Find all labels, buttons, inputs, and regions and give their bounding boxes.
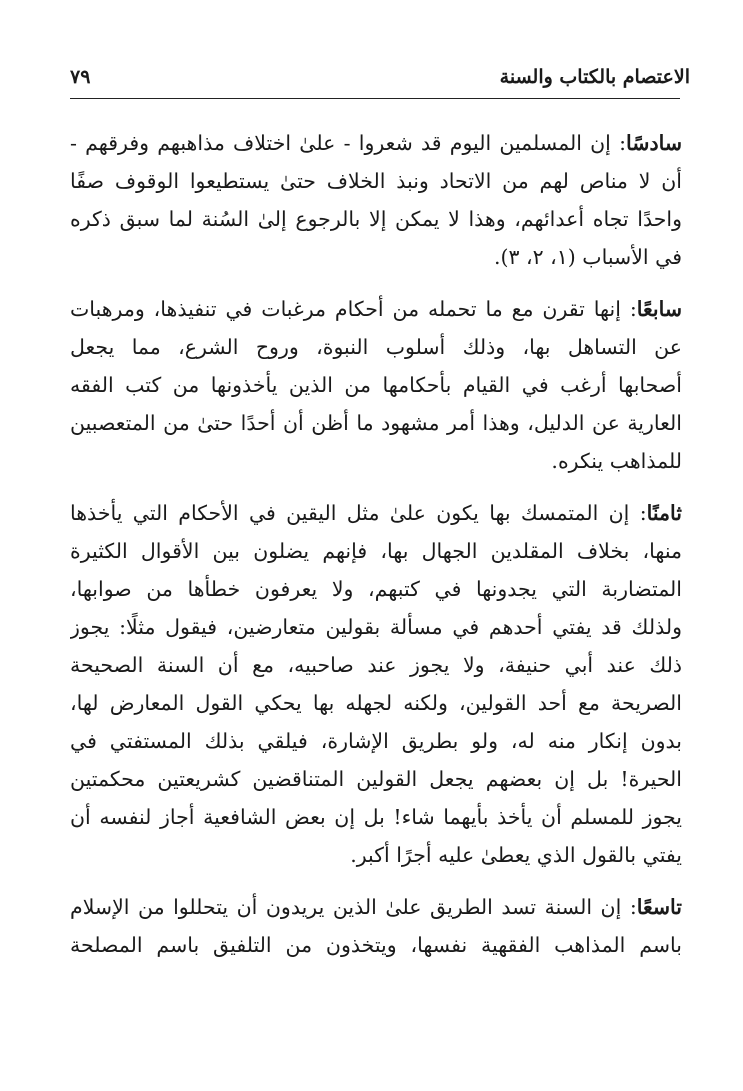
paragraph-eighth <box>70 494 682 874</box>
text-line: منها، بخلاف المقلدين الجهال بها، فإنهم يضلون بين الأقوال الكثيرة <box>70 539 682 563</box>
text-line: العارية عن الدليل، وهذا أمر مشهود ما أظن أن أحدًا حتىٰ من المتعصبين <box>70 411 682 435</box>
text-line <box>70 494 682 532</box>
text-line: بدون إنكار منه له، ولو بطريق الإشارة، فيلقي بذلك المستفتي في <box>70 729 682 753</box>
line-text: : إن المسلمين اليوم قد شعروا - علىٰ اختلاف مذاهبهم وفرقهم - <box>70 131 627 155</box>
line-text: : إن المتمسك بها يكون علىٰ مثل اليقين في الأحكام التي يأخذها <box>70 501 647 525</box>
text-line: واحدًا تجاه أعدائهم، وهذا لا يمكن إلا بالرجوع إلىٰ السُنة لما سبق ذكره <box>70 207 682 231</box>
text-line: عن التساهل بها، وذلك أسلوب النبوة، وروح الشرع، مما يجعل <box>70 335 682 359</box>
line-text: : إن السنة تسد الطريق علىٰ الذين يريدون أن يتحللوا من الإسلام <box>70 895 637 919</box>
paragraph-lead: ثامنًا <box>646 501 682 525</box>
text-line: الحيرة! بل إن بعضهم يجعل القولين المتناقضين كشريعتين محكمتين <box>70 767 682 791</box>
paragraph-lead: سادسًا <box>626 131 682 155</box>
text-line: للمذاهب ينكره. <box>551 449 682 473</box>
text-line: يفتي بالقول الذي يعطىٰ عليه أجرًا أكبر. <box>350 843 682 867</box>
line-text: : إنها تقرن مع ما تحمله من أحكام مرغبات في تنفيذها، ومرهبات <box>70 297 637 321</box>
text-line: المتضاربة التي يجدونها في كتبهم، ولا يعرفون خطأها من صوابها، <box>70 577 682 601</box>
text-line: أن لا مناص لهم من الاتحاد ونبذ الخلاف حتىٰ يستطيعوا الوقوف صفًا <box>70 169 682 193</box>
page-number: ٧٩ <box>70 66 91 88</box>
text-line: الصريحة مع أحد القولين، ولكنه لجهله بها يحكي القول المعارض لها، <box>70 691 682 715</box>
running-title: الاعتصام بالكتاب والسنة <box>499 66 690 88</box>
paragraph-seventh <box>70 290 682 480</box>
body-text <box>70 124 682 978</box>
paragraph-lead: تاسعًا <box>636 895 682 919</box>
page-header <box>70 60 690 96</box>
text-line <box>70 124 682 162</box>
text-line: يجوز للمسلم أن يأخذ بأيهما شاء! بل إن بعض الشافعية أجاز لنفسه أن <box>70 805 682 829</box>
text-line: ولذلك قد يفتي أحدهم في مسألة بقولين متعارضين، فيقول مثلًا: يجوز <box>70 615 682 639</box>
text-line: باسم المذاهب الفقهية نفسها، ويتخذون من التلفيق باسم المصلحة <box>70 933 682 957</box>
text-line: ذلك عند أبي حنيفة، ولا يجوز عند صاحبيه، مع أن السنة الصحيحة <box>70 653 682 677</box>
text-line: أصحابها أرغب في القيام بأحكامها من الذين يأخذونها من كتب الفقه <box>70 373 682 397</box>
paragraph-lead: سابعًا <box>636 297 682 321</box>
header-rule <box>70 98 680 99</box>
text-line <box>70 888 682 926</box>
paragraph-ninth <box>70 888 682 964</box>
paragraph-sixth <box>70 124 682 276</box>
text-line: في الأسباب (١، ٢، ٣). <box>493 245 682 269</box>
text-line <box>70 290 682 328</box>
